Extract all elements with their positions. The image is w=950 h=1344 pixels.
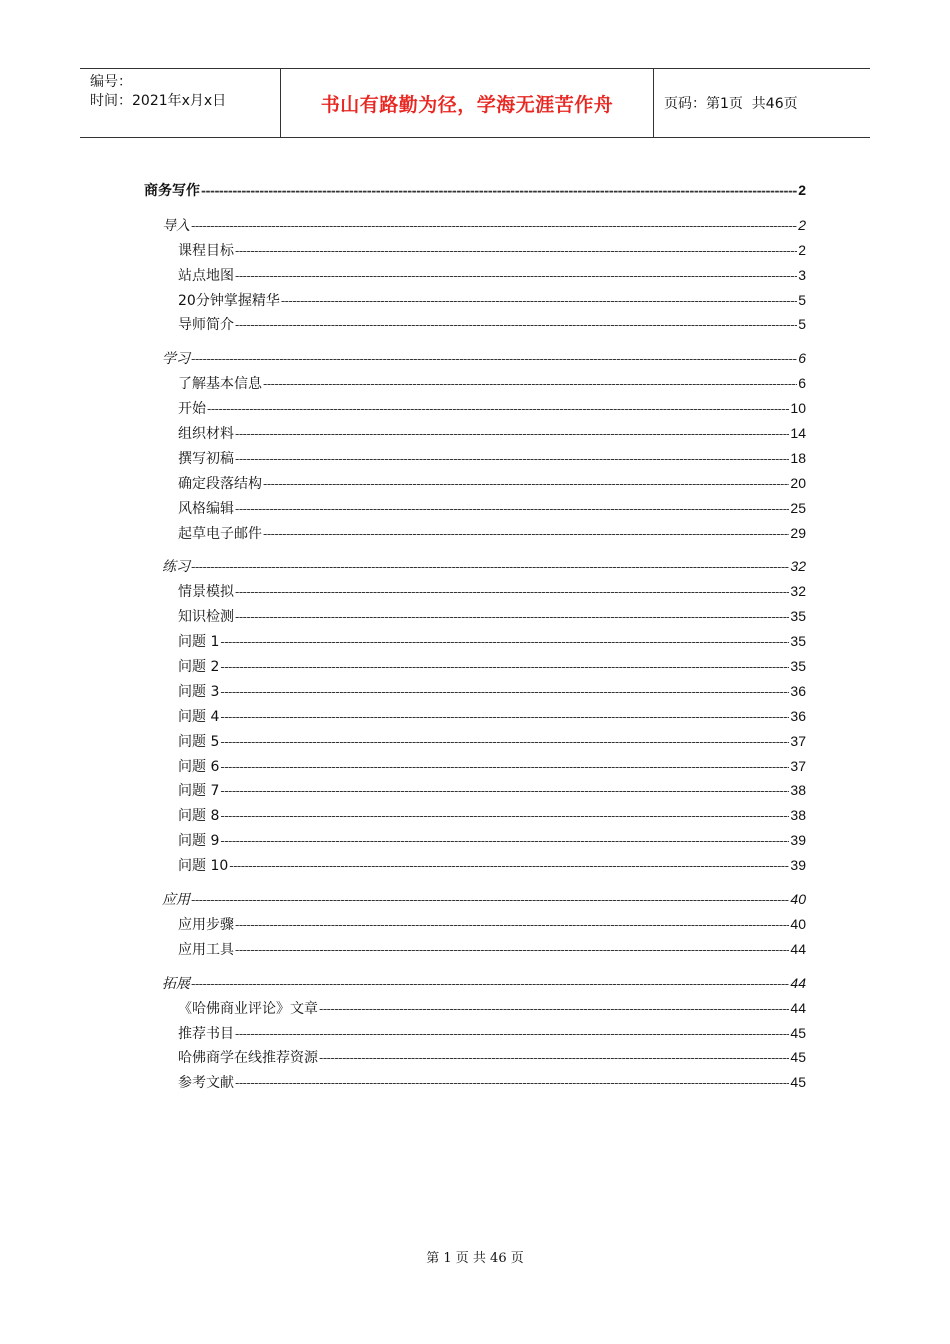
toc-entry-title: 风格编辑 <box>178 500 234 517</box>
toc-entry-title: 20分钟掌握精华 <box>178 292 280 309</box>
toc-dot-leader <box>235 609 789 625</box>
toc-entry-title: 哈佛商学在线推荐资源 <box>178 1050 318 1067</box>
toc-entry-title: 导师简介 <box>178 317 234 334</box>
toc-dot-leader <box>191 218 797 234</box>
toc-dot-leader <box>235 584 789 600</box>
toc-entry-page: 6 <box>798 350 806 367</box>
toc-entry-title: 问题 7 <box>178 783 220 800</box>
toc-entry-page: 45 <box>790 1024 806 1041</box>
toc-entry-title: 了解基本信息 <box>178 376 262 393</box>
toc-entry[interactable] <box>144 498 806 523</box>
toc-entry[interactable] <box>144 581 806 606</box>
toc-dot-leader <box>191 559 789 575</box>
toc-entry-title: 推荐书目 <box>178 1025 234 1042</box>
toc-entry[interactable] <box>144 939 806 964</box>
toc-entry-page: 44 <box>790 974 806 991</box>
toc-entry-title: 《哈佛商业评论》文章 <box>178 1000 318 1017</box>
toc-entry[interactable] <box>144 398 806 423</box>
toc-entry-page: 39 <box>790 857 806 874</box>
toc-dot-leader <box>235 501 789 517</box>
toc-dot-leader <box>263 476 789 492</box>
toc-entry-page: 36 <box>790 682 806 699</box>
document-number-label: 编号： <box>90 74 132 90</box>
toc-entry[interactable] <box>144 855 806 880</box>
toc-entry[interactable] <box>144 215 806 240</box>
toc-dot-leader <box>235 1026 789 1042</box>
header-page-info-cell <box>654 69 870 137</box>
toc-entry-title: 课程目标 <box>178 242 234 259</box>
toc-entry[interactable] <box>144 780 806 805</box>
toc-dot-leader <box>319 1050 789 1066</box>
toc-entry-title: 导入 <box>162 217 190 234</box>
toc-entry-title: 问题 9 <box>178 833 220 850</box>
toc-entry-page: 25 <box>790 499 806 516</box>
toc-entry-page: 3 <box>798 266 806 283</box>
toc-entry-title: 问题 1 <box>178 634 220 651</box>
toc-entry[interactable] <box>144 348 806 373</box>
toc-entry-page: 37 <box>790 757 806 774</box>
header-motto: 书山有路勤为径，学海无涯苦作舟 <box>320 93 614 116</box>
toc-entry[interactable] <box>144 756 806 781</box>
toc-dot-leader <box>220 634 789 650</box>
toc-entry-title: 开始 <box>178 401 206 418</box>
toc-entry-page: 32 <box>790 583 806 600</box>
toc-entry-title: 应用工具 <box>178 941 234 958</box>
toc-entry-page: 32 <box>790 558 806 575</box>
toc-entry-page: 36 <box>790 707 806 724</box>
toc-entry-page: 45 <box>790 1049 806 1066</box>
table-of-contents <box>144 180 806 1097</box>
toc-entry-page: 40 <box>790 891 806 908</box>
toc-entry[interactable] <box>144 1072 806 1097</box>
toc-dot-leader <box>220 808 789 824</box>
toc-dot-leader <box>220 783 789 799</box>
page-header <box>80 68 870 138</box>
toc-entry-page: 5 <box>798 291 806 308</box>
toc-dot-leader <box>191 976 789 992</box>
toc-entry[interactable] <box>144 731 806 756</box>
toc-entry[interactable] <box>144 606 806 631</box>
toc-entry-title: 应用 <box>162 892 190 909</box>
toc-dot-leader <box>281 293 797 309</box>
toc-entry-page: 44 <box>790 999 806 1016</box>
toc-entry[interactable] <box>144 998 806 1023</box>
toc-dot-leader <box>220 759 789 775</box>
toc-entry-page: 44 <box>790 940 806 957</box>
toc-entry-title: 参考文献 <box>178 1075 234 1092</box>
toc-entry-page: 29 <box>790 524 806 541</box>
toc-entry[interactable] <box>144 448 806 473</box>
toc-entry[interactable] <box>144 1023 806 1048</box>
toc-dot-leader <box>263 376 797 392</box>
toc-entry[interactable] <box>144 656 806 681</box>
toc-entry-page: 45 <box>790 1074 806 1091</box>
toc-dot-leader <box>235 317 797 333</box>
toc-entry[interactable] <box>144 473 806 498</box>
toc-entry-page: 14 <box>790 425 806 442</box>
toc-entry-title: 学习 <box>162 351 190 368</box>
toc-entry-page: 18 <box>790 449 806 466</box>
toc-entry[interactable] <box>144 914 806 939</box>
toc-entry[interactable] <box>144 290 806 315</box>
toc-entry-title: 问题 2 <box>178 659 220 676</box>
toc-entry-page: 35 <box>790 608 806 625</box>
toc-dot-leader <box>235 268 797 284</box>
toc-entry-title: 起草电子邮件 <box>178 525 262 542</box>
toc-entry[interactable] <box>144 556 806 581</box>
toc-dot-leader <box>220 709 789 725</box>
toc-dot-leader <box>191 351 797 367</box>
toc-entry-page: 35 <box>790 658 806 675</box>
toc-entry-title: 拓展 <box>162 975 190 992</box>
toc-entry-title: 问题 3 <box>178 683 220 700</box>
toc-entry-title: 问题 8 <box>178 808 220 825</box>
toc-entry-page: 2 <box>798 241 806 258</box>
toc-entry[interactable] <box>144 631 806 656</box>
toc-dot-leader <box>319 1001 789 1017</box>
toc-entry[interactable] <box>144 805 806 830</box>
toc-dot-leader <box>201 183 797 199</box>
toc-entry-page: 35 <box>790 633 806 650</box>
toc-entry-title: 撰写初稿 <box>178 450 234 467</box>
toc-entry[interactable] <box>144 706 806 731</box>
toc-entry[interactable] <box>144 373 806 398</box>
toc-entry-title: 练习 <box>162 559 190 576</box>
toc-entry-title: 应用步骤 <box>178 916 234 933</box>
toc-entry-title: 组织材料 <box>178 426 234 443</box>
toc-entry[interactable] <box>144 240 806 265</box>
toc-entry-title: 知识检测 <box>178 609 234 626</box>
toc-entry[interactable] <box>144 423 806 448</box>
toc-entry[interactable] <box>144 180 806 205</box>
toc-entry-page: 2 <box>798 216 806 233</box>
toc-entry-page: 10 <box>790 400 806 417</box>
toc-dot-leader <box>235 1075 789 1091</box>
toc-dot-leader <box>263 526 789 542</box>
toc-entry[interactable] <box>144 314 806 339</box>
toc-dot-leader <box>207 401 789 417</box>
toc-entry-page: 20 <box>790 474 806 491</box>
toc-entry[interactable] <box>144 973 806 998</box>
toc-dot-leader <box>220 833 789 849</box>
toc-entry-page: 38 <box>790 807 806 824</box>
toc-dot-leader <box>220 684 789 700</box>
toc-dot-leader <box>235 917 789 933</box>
toc-entry[interactable] <box>144 523 806 548</box>
toc-entry-page: 38 <box>790 782 806 799</box>
footer-page-number: 第 1 页 共 46 页 <box>426 1251 524 1266</box>
toc-dot-leader <box>235 243 797 259</box>
toc-entry-title: 商务写作 <box>144 183 200 199</box>
toc-entry-title: 问题 5 <box>178 733 220 750</box>
document-date: 时间：2021年x月x日 <box>90 93 227 109</box>
header-page-info: 页码：第1页 共46页 <box>664 96 798 112</box>
toc-dot-leader <box>235 942 789 958</box>
toc-entry-title: 问题 10 <box>178 858 229 875</box>
toc-dot-leader <box>191 892 789 908</box>
toc-entry[interactable] <box>144 889 806 914</box>
toc-dot-leader <box>229 858 789 874</box>
toc-entry[interactable] <box>144 830 806 855</box>
toc-entry[interactable] <box>144 1047 806 1072</box>
page-footer <box>0 1247 950 1266</box>
toc-dot-leader <box>235 451 789 467</box>
toc-entry[interactable] <box>144 681 806 706</box>
toc-entry-page: 6 <box>798 375 806 392</box>
header-motto-cell <box>281 69 654 137</box>
toc-entry-title: 问题 6 <box>178 758 220 775</box>
toc-entry-page: 2 <box>798 182 806 198</box>
header-meta <box>80 69 281 137</box>
toc-entry-title: 确定段落结构 <box>178 475 262 492</box>
toc-entry-title: 站点地图 <box>178 267 234 284</box>
toc-entry-title: 情景模拟 <box>178 584 234 601</box>
toc-dot-leader <box>220 734 789 750</box>
toc-entry-page: 39 <box>790 832 806 849</box>
toc-entry-page: 5 <box>798 316 806 333</box>
toc-entry[interactable] <box>144 265 806 290</box>
toc-entry-title: 问题 4 <box>178 708 220 725</box>
toc-entry-page: 37 <box>790 732 806 749</box>
toc-dot-leader <box>235 426 789 442</box>
toc-dot-leader <box>220 659 789 675</box>
toc-entry-page: 40 <box>790 915 806 932</box>
